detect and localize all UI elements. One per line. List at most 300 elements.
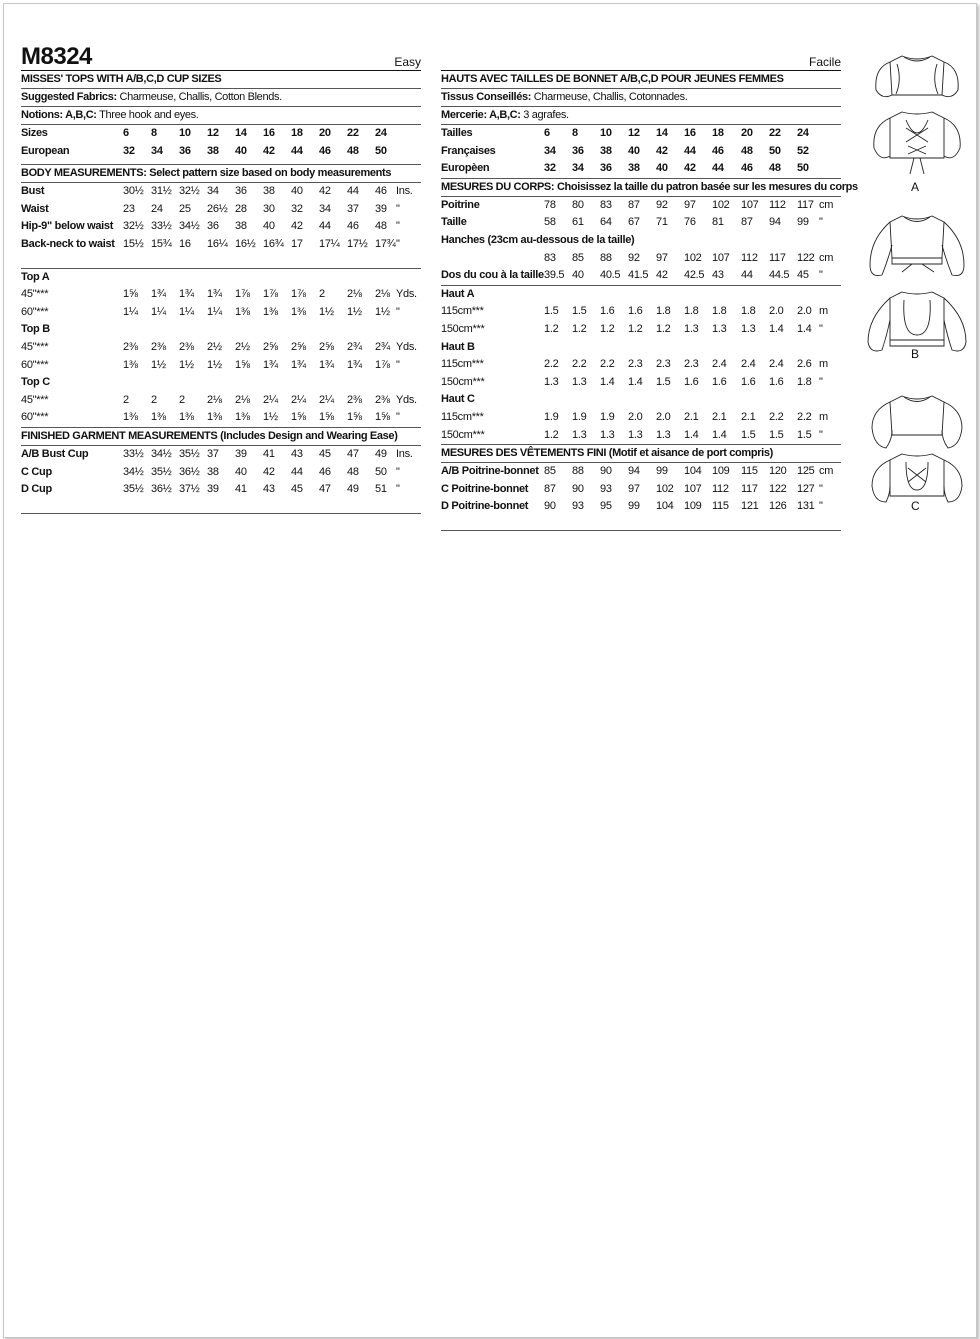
row-label: 60"*** [21,358,49,371]
cell-value: 102 [712,198,730,211]
yardage-row [441,374,841,392]
cell-value: 42 [684,162,696,175]
row-label: European [21,144,70,157]
cell-value: 2¾ [347,340,362,353]
cell-value: 1¾ [263,358,278,371]
cell-value: 2 [123,393,129,406]
cell-value: 18 [291,127,303,139]
finished-measurement-row [441,463,841,481]
cell-value: 34 [151,144,163,157]
cell-value: 2.2 [769,410,784,423]
cell-value: 32 [544,162,556,175]
cell-value: 1⅜ [179,411,194,424]
cell-value: 2 [179,393,185,406]
cell-value: 1.5 [741,428,756,441]
cell-value: 24 [151,202,163,215]
cell-value: 16 [263,127,275,139]
cell-value: 1.5 [544,305,559,318]
cell-value: 16½ [235,237,256,250]
cell-value: 17 [291,237,303,250]
pattern-title-fr: HAUTS AVEC TAILLES DE BONNET A/B,C,D POUR JEUNES FEMMES [441,71,841,89]
cell-value: 2.0 [656,410,671,423]
cell-value: 120 [769,465,787,478]
body-measurements-heading-fr: MESURES DU CORPS: Choisissez la taille du patron basée sur les mesures du corps [441,178,841,197]
cell-value: 1½ [263,411,278,424]
cell-value: 16 [684,127,696,139]
cell-value: 26½ [207,202,228,215]
cell-value: 90 [600,465,612,478]
cell-value: 2.2 [572,358,587,371]
cell-value: 51 [375,483,387,496]
unit-label: " [396,237,400,250]
row-label: 60"*** [21,411,49,424]
view-a-front-sketch [876,56,958,97]
hanches-label [441,232,841,250]
row-label: Hip-9" below waist [21,220,114,233]
cell-value: 34½ [179,220,200,233]
unit-label: " [396,465,400,478]
view-a-back-sketch [874,112,960,174]
cell-value: 2.4 [769,358,784,371]
cell-value: 1¾ [179,288,194,301]
cell-value: 1⅜ [263,305,278,318]
cell-value: 2.1 [684,410,699,423]
row-label: 45"*** [21,393,49,406]
cell-value: 2.3 [656,358,671,371]
cell-value: 87 [741,216,753,229]
yardage-row [21,357,421,375]
notions-fr: Mercerie: A,B,C: 3 agrafes. [441,107,841,125]
cell-value: 34 [207,185,219,198]
cell-value: 1½ [319,305,334,318]
suggested-fabrics: Suggested Fabrics: Charmeuse, Challis, Cotton Blends. [21,89,421,107]
cell-value: 127 [797,482,815,495]
hanches-row [441,250,841,268]
cell-value: 1⅜ [123,358,138,371]
finished-measurement-row [21,446,421,464]
cell-value: 48 [741,144,753,157]
cell-value: 78 [544,198,556,211]
cell-value: 97 [656,251,668,264]
cell-value: 44 [741,269,753,282]
cell-value: 1.8 [797,375,812,388]
cell-value: 61 [572,216,584,229]
cell-value: 22 [769,127,781,139]
cell-value: 24 [797,127,809,139]
cell-value: 38 [207,144,219,157]
cell-value: 109 [684,500,702,513]
cell-value: 99 [656,465,668,478]
cell-value: 45 [291,483,303,496]
cell-value: 46 [319,144,331,157]
cell-value: 99 [797,216,809,229]
cell-value: 1.6 [684,375,699,388]
cell-value: 1¾ [151,288,166,301]
cell-value: 1.4 [628,375,643,388]
cell-value: 8 [151,127,157,139]
cell-value: 1.2 [544,428,559,441]
row-label: Haut C [441,393,475,406]
cell-value: 1.3 [684,322,699,335]
cell-value: 43 [712,269,724,282]
unit-label: " [396,220,400,233]
cell-value: 1.6 [712,375,727,388]
yardage-table [21,268,421,427]
cell-value: 1.2 [572,322,587,335]
yardage-row [21,409,421,427]
row-label: Haut B [441,340,475,353]
row-label: Dos du cou à la taille [441,269,544,282]
cell-value: 50 [375,465,387,478]
cell-value: 1⅞ [235,288,250,301]
cell-value: 34 [572,162,584,175]
finished-measurement-row [441,481,841,499]
row-label: Françaises [441,144,496,157]
cell-value: 2.0 [797,305,812,318]
cell-value: 112 [769,198,786,211]
french-header [441,44,841,71]
cell-value: 112 [712,482,729,495]
cell-value: 16 [179,237,191,250]
cell-value: 47 [319,483,331,496]
cell-value: 1⅞ [291,288,306,301]
cell-value: 2.0 [769,305,784,318]
cell-value: 1¼ [123,305,138,318]
cell-value: 131 [797,500,815,513]
cell-value: 1.4 [797,322,812,335]
cell-value: 1¼ [151,305,166,318]
cell-value: 38 [263,185,275,198]
cell-value: 2.2 [600,358,615,371]
unit-label: cm [819,465,834,478]
cell-value: 42 [263,465,275,478]
row-label: A/B Bust Cup [21,447,89,460]
cell-value: 40 [572,269,584,282]
row-label: 60"*** [21,305,49,318]
cell-value: 10 [600,127,612,139]
cell-value: 1.2 [656,322,671,335]
cell-value: 1.6 [741,375,756,388]
cell-value: 2.3 [684,358,699,371]
view-a-label: A [911,180,920,194]
cell-value: 46 [712,144,724,157]
cell-value: 1.9 [544,410,559,423]
cell-value: 48 [347,144,359,157]
cell-value: 2⅜ [151,340,166,353]
row-label: 115cm*** [441,410,484,423]
cell-value: 88 [600,251,612,264]
row-label: Haut A [441,287,475,300]
row-label: 150cm*** [441,375,485,388]
unit-label: " [396,483,400,496]
cell-value: 12 [207,127,219,139]
unit-label: " [819,500,823,513]
cell-value: 34½ [123,465,144,478]
row-label: Bust [21,185,45,198]
body-measurement-row [21,201,421,219]
cell-value: 109 [712,465,730,478]
finished-measurement-row [21,481,421,499]
cell-value: 2⅛ [207,393,222,406]
view-b-label: B [911,347,920,361]
cell-value: 36 [235,185,247,198]
yardage-row [441,427,841,445]
cell-value: 45 [319,447,331,460]
cell-value: 46 [741,162,753,175]
unit-label: m [819,358,828,371]
cell-value: 39 [375,202,387,215]
cell-value: 1.3 [572,428,587,441]
cell-value: 1.8 [712,305,727,318]
cell-value: 1.6 [600,305,615,318]
body-measurement-row [441,214,841,232]
cell-value: 97 [628,482,640,495]
cell-value: 1⅜ [151,411,166,424]
cell-value: 35½ [151,465,172,478]
cell-value: 44 [712,162,724,175]
cell-value: 87 [544,482,556,495]
garment-sketches [862,50,972,525]
cell-value: 117 [741,482,758,495]
cell-value: 2½ [235,340,250,353]
cell-value: 24 [375,127,387,139]
cell-value: 40 [628,144,640,157]
cell-value: 94 [769,216,781,229]
cell-value: 2¼ [291,393,306,406]
cell-value: 92 [628,251,640,264]
cell-value: 20 [319,127,331,139]
cell-value: 44 [684,144,696,157]
cell-value: 36 [572,144,584,157]
cell-value: 40.5 [600,269,621,282]
unit-label: " [819,482,823,495]
cell-value: 97 [684,198,696,211]
cell-value: 40 [263,220,275,233]
cell-value: 126 [769,500,787,513]
row-label: 115cm*** [441,358,484,371]
cell-value: 1.2 [600,322,615,335]
unit-label: m [819,410,828,423]
body-measurement-row [441,197,841,215]
cell-value: 117 [769,251,786,264]
finished-measurements-table [21,446,421,499]
cell-value: 1.4 [600,375,615,388]
cell-value: 2.1 [712,410,727,423]
row-label: Tailles [441,127,473,139]
unit-label: Yds. [396,288,417,301]
cell-value: 1½ [347,305,362,318]
cell-value: 40 [235,465,247,478]
cell-value: 1¾ [319,358,334,371]
yardage-row [441,356,841,374]
unit-label: m [819,305,828,318]
cell-value: 1.6 [628,305,643,318]
row-label: D Cup [21,483,52,496]
yardage-view-title [441,391,841,409]
cell-value: 90 [572,482,584,495]
cell-value: 1.5 [572,305,587,318]
row-label: Waist [21,202,49,215]
cell-value: 1.5 [769,428,784,441]
cell-value: 2¼ [319,393,334,406]
cell-value: 34½ [151,447,172,460]
unit-label: " [819,269,823,282]
cell-value: 1⅝ [123,288,138,301]
unit-label: Yds. [396,393,417,406]
cell-value: 47 [347,447,359,460]
cell-value: 1⅜ [235,305,250,318]
cell-value: 2.1 [741,410,756,423]
view-c-label: C [911,499,920,513]
cell-value: 1½ [179,358,194,371]
cell-value: 32 [123,144,135,157]
cell-value: 2.6 [797,358,812,371]
sizes-row [21,125,421,143]
yardage-view-title [21,269,421,287]
cell-value: 1⅝ [347,411,362,424]
body-measurement-row [21,218,421,236]
row-label: 150cm*** [441,322,485,335]
unit-label: " [819,375,823,388]
cell-value: 32½ [179,185,200,198]
finished-measurement-row [441,498,841,516]
size-chart-fr [441,125,841,178]
cell-value: 1½ [207,358,222,371]
row-label: Hanches (23cm au-dessous de la taille) [441,233,635,246]
cell-value: 115 [712,500,729,513]
cell-value: 43 [291,447,303,460]
cell-value: 2.3 [628,358,643,371]
french-column [441,44,858,531]
cell-value: 37½ [179,483,200,496]
cell-value: 32 [291,202,303,215]
european-sizes-row [21,143,421,161]
cell-value: 1.4 [712,428,727,441]
view-b-front-sketch [870,216,964,276]
cell-value: 1.4 [684,428,699,441]
cell-value: 1¾ [347,358,362,371]
cell-value: 32½ [123,220,144,233]
cell-value: 76 [684,216,696,229]
cell-value: 1⅝ [291,411,306,424]
cell-value: 1.3 [741,322,756,335]
cell-value: 112 [741,251,758,264]
cell-value: 2⅛ [235,393,250,406]
body-measurement-row [21,183,421,201]
cell-value: 22 [347,127,359,139]
yardage-row [21,304,421,322]
body-measurements-table-fr [441,197,841,285]
row-label: C Cup [21,465,52,478]
cell-value: 33½ [123,447,144,460]
cell-value: 48 [375,220,387,233]
finished-measurements-table-fr [441,463,841,516]
cell-value: 2.4 [712,358,727,371]
cell-value: 1⅝ [375,411,390,424]
cell-value: 39 [235,447,247,460]
cell-value: 42 [656,269,668,282]
cell-value: 1.3 [628,428,643,441]
cell-value: 41 [263,447,275,460]
cell-value: 2⅛ [347,288,362,301]
cell-value: 30 [263,202,275,215]
cell-value: 92 [656,198,668,211]
cell-value: 2⅛ [375,288,390,301]
cell-value: 50 [769,144,781,157]
cell-value: 1.4 [769,322,784,335]
row-label: C Poitrine-bonnet [441,482,529,495]
cell-value: 122 [769,482,787,495]
cell-value: 1.3 [600,428,615,441]
row-label: 150cm*** [441,428,485,441]
yardage-view-title [441,286,841,304]
size-chart [21,125,421,160]
cell-value: 6 [123,127,129,139]
cell-value: 1¾ [207,288,222,301]
cell-value: 104 [684,465,702,478]
cell-value: 1.3 [544,375,559,388]
yardage-row [441,409,841,427]
cell-value: 2⅜ [375,393,390,406]
cell-value: 1.9 [572,410,587,423]
cell-value: 117 [797,198,814,211]
cell-value: 38 [600,144,612,157]
cell-value: 1.3 [712,322,727,335]
cell-value: 39.5 [544,269,565,282]
cell-value: 67 [628,216,640,229]
cell-value: 1.2 [544,322,559,335]
cell-value: 41.5 [628,269,649,282]
unit-label: " [396,411,400,424]
cell-value: 1.5 [797,428,812,441]
cell-value: 33½ [151,220,172,233]
cell-value: 2.0 [628,410,643,423]
pattern-title: MISSES' TOPS WITH A/B,C,D CUP SIZES [21,71,421,89]
cell-value: 38 [235,220,247,233]
body-measurements-heading: BODY MEASUREMENTS: Select pattern size based on body measurements [21,164,421,183]
cell-value: 38 [628,162,640,175]
cell-value: 1.9 [600,410,615,423]
cell-value: 18 [712,127,724,139]
cell-value: 80 [572,198,584,211]
cell-value: 44 [319,220,331,233]
cell-value: 34 [544,144,556,157]
cell-value: 85 [544,465,556,478]
cell-value: 46 [375,185,387,198]
cell-value: 1.2 [628,322,643,335]
cell-value: 44 [291,465,303,478]
cell-value: 14 [656,127,668,139]
cell-value: 20 [741,127,753,139]
cell-value: 37 [347,202,359,215]
cell-value: 43 [263,483,275,496]
cell-value: 52 [797,144,809,157]
cell-value: 88 [572,465,584,478]
english-column [21,44,421,514]
cell-value: 17¾ [375,237,396,250]
cell-value: 34 [319,202,331,215]
cell-value: 15½ [123,237,144,250]
cell-value: 30½ [123,185,144,198]
cell-value: 1.8 [684,305,699,318]
cell-value: 64 [600,216,612,229]
yardage-table-fr [441,285,841,444]
cell-value: 122 [797,251,815,264]
cell-value: 1⅞ [263,288,278,301]
row-label: Back-neck to waist [21,237,115,250]
cell-value: 2⅝ [291,340,306,353]
cell-value: 2⅝ [319,340,334,353]
